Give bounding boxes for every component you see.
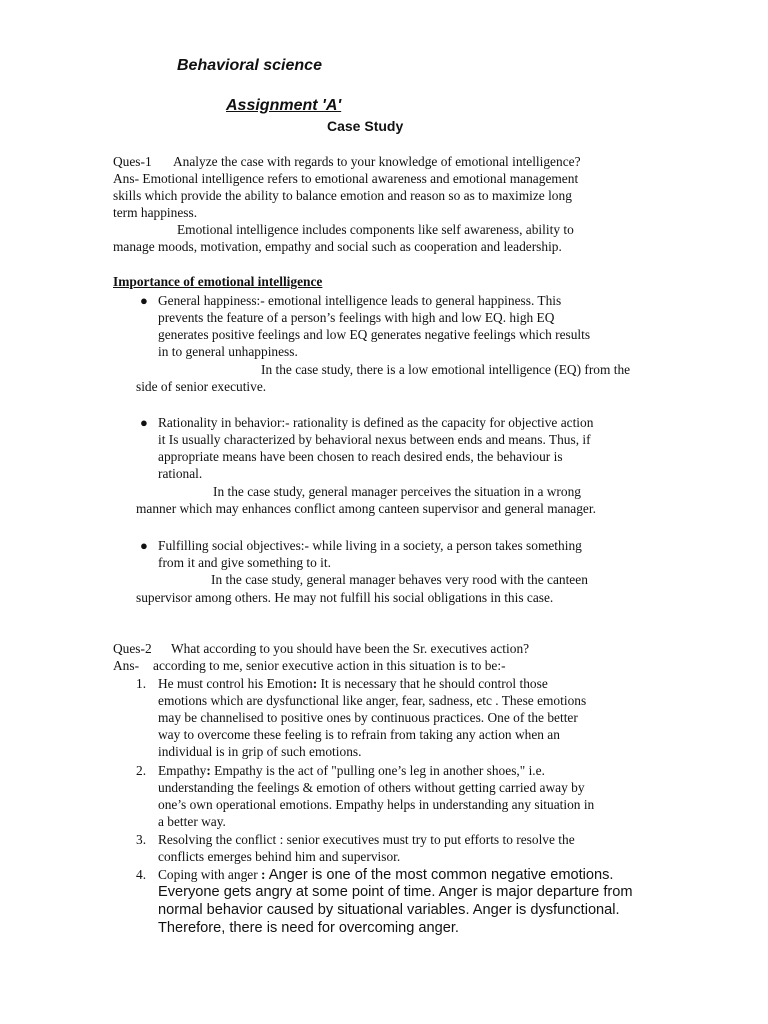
list-number: 4. xyxy=(136,867,147,882)
list-item-line: normal behavior caused by situational variables. Anger is dysfunctional. xyxy=(158,902,620,918)
case-line: In the case study, general manager behaves very rood with the canteen xyxy=(211,572,588,587)
list-item-line: a better way. xyxy=(158,814,226,829)
list-item-first-line: Resolving the conflict : senior executives must try to put efforts to resolve the xyxy=(158,832,575,847)
bullet-line: prevents the feature of a person’s feelings with high and low EQ. high EQ xyxy=(158,310,555,325)
list-item-line: may be channelised to positive ones by continuous practices. One of the better xyxy=(158,710,578,725)
q1-question: Analyze the case with regards to your knowledge of emotional intelligence? xyxy=(173,154,581,169)
case-line: In the case study, there is a low emotional intelligence (EQ) from the xyxy=(261,362,631,377)
bullet-line: appropriate means have been chosen to reach desired ends, the behaviour is xyxy=(158,449,563,464)
list-item-line: way to overcome these feeling is to refrain from taking any action when an xyxy=(158,727,560,742)
bullet-line: General happiness:- emotional intelligence leads to general happiness. This xyxy=(158,293,562,308)
list-item-line: emotions which are dysfunctional like anger, fear, sadness, etc . These emotions xyxy=(158,693,587,708)
list-item-line: one’s own operational emotions. Empathy helps in understanding any situation in xyxy=(158,797,595,812)
q1-answer-line: Ans- Emotional intelligence refers to emotional awareness and emotional management xyxy=(113,171,579,186)
bullet-line: generates positive feelings and low EQ generates negative feelings which results xyxy=(158,327,591,342)
q1-para2-line: manage moods, motivation, empathy and social such as cooperation and leadership. xyxy=(113,239,562,254)
q2-answer-intro: according to me, senior executive action in this situation is to be:- xyxy=(153,658,506,673)
section-heading: Importance of emotional intelligence xyxy=(113,274,323,289)
q1-answer-line: skills which provide the ability to balance emotion and reason so as to maximize long xyxy=(113,188,572,203)
list-item-first-line: Coping with anger : Anger is one of the most common negative emotions. xyxy=(158,867,614,883)
bullet-line: Fulfilling social objectives:- while living in a society, a person takes something xyxy=(158,538,582,553)
list-item-line: individual is in grip of such emotions. xyxy=(158,744,362,759)
list-item-first-line: He must control his Emotion: It is necessary that he should control those xyxy=(158,676,548,691)
list-item-line: understanding the feelings & emotion of others without getting carried away by xyxy=(158,780,585,795)
bullet-line: rational. xyxy=(158,466,203,481)
list-item-first-line: Empathy: Empathy is the act of "pulling one’s leg in another shoes," i.e. xyxy=(158,763,545,778)
bullet-icon: ● xyxy=(140,538,148,553)
q2-question: What according to you should have been the Sr. executives action? xyxy=(171,641,530,656)
list-number: 1. xyxy=(136,676,147,691)
case-line: side of senior executive. xyxy=(136,379,267,394)
case-line: manner which may enhances conflict among canteen supervisor and general manager. xyxy=(136,501,596,516)
list-number: 2. xyxy=(136,763,147,778)
case-line: supervisor among others. He may not fulfill his social obligations in this case. xyxy=(136,590,554,605)
list-item-line: conflicts emerges behind him and supervisor. xyxy=(158,849,401,864)
doc-title: Behavioral science xyxy=(177,57,322,74)
list-number: 3. xyxy=(136,832,147,847)
bullet-icon: ● xyxy=(140,415,148,430)
q1-para2-line: Emotional intelligence includes components like self awareness, ability to xyxy=(177,222,574,237)
bullet-line: Rationality in behavior:- rationality is defined as the capacity for objective action xyxy=(158,415,594,430)
bullet-line: in to general unhappiness. xyxy=(158,344,298,359)
q2-label: Ques-2 xyxy=(113,641,152,656)
q1-answer-line: term happiness. xyxy=(113,205,198,220)
list-item-line: Everyone gets angry at some point of time. Anger is major departure from xyxy=(158,884,633,900)
bullet-line: from it and give something to it. xyxy=(158,555,331,570)
q2-answer-label: Ans- xyxy=(113,658,140,673)
q1-label: Ques-1 xyxy=(113,154,152,169)
list-item-line: Therefore, there is need for overcoming anger. xyxy=(158,920,459,936)
assignment-heading: Assignment 'A' xyxy=(226,97,342,114)
case-study-subtitle: Case Study xyxy=(327,118,404,134)
case-line: In the case study, general manager perceives the situation in a wrong xyxy=(213,484,581,499)
bullet-line: it Is usually characterized by behavioral nexus between ends and means. Thus, if xyxy=(158,432,591,447)
bullet-icon: ● xyxy=(140,293,148,308)
